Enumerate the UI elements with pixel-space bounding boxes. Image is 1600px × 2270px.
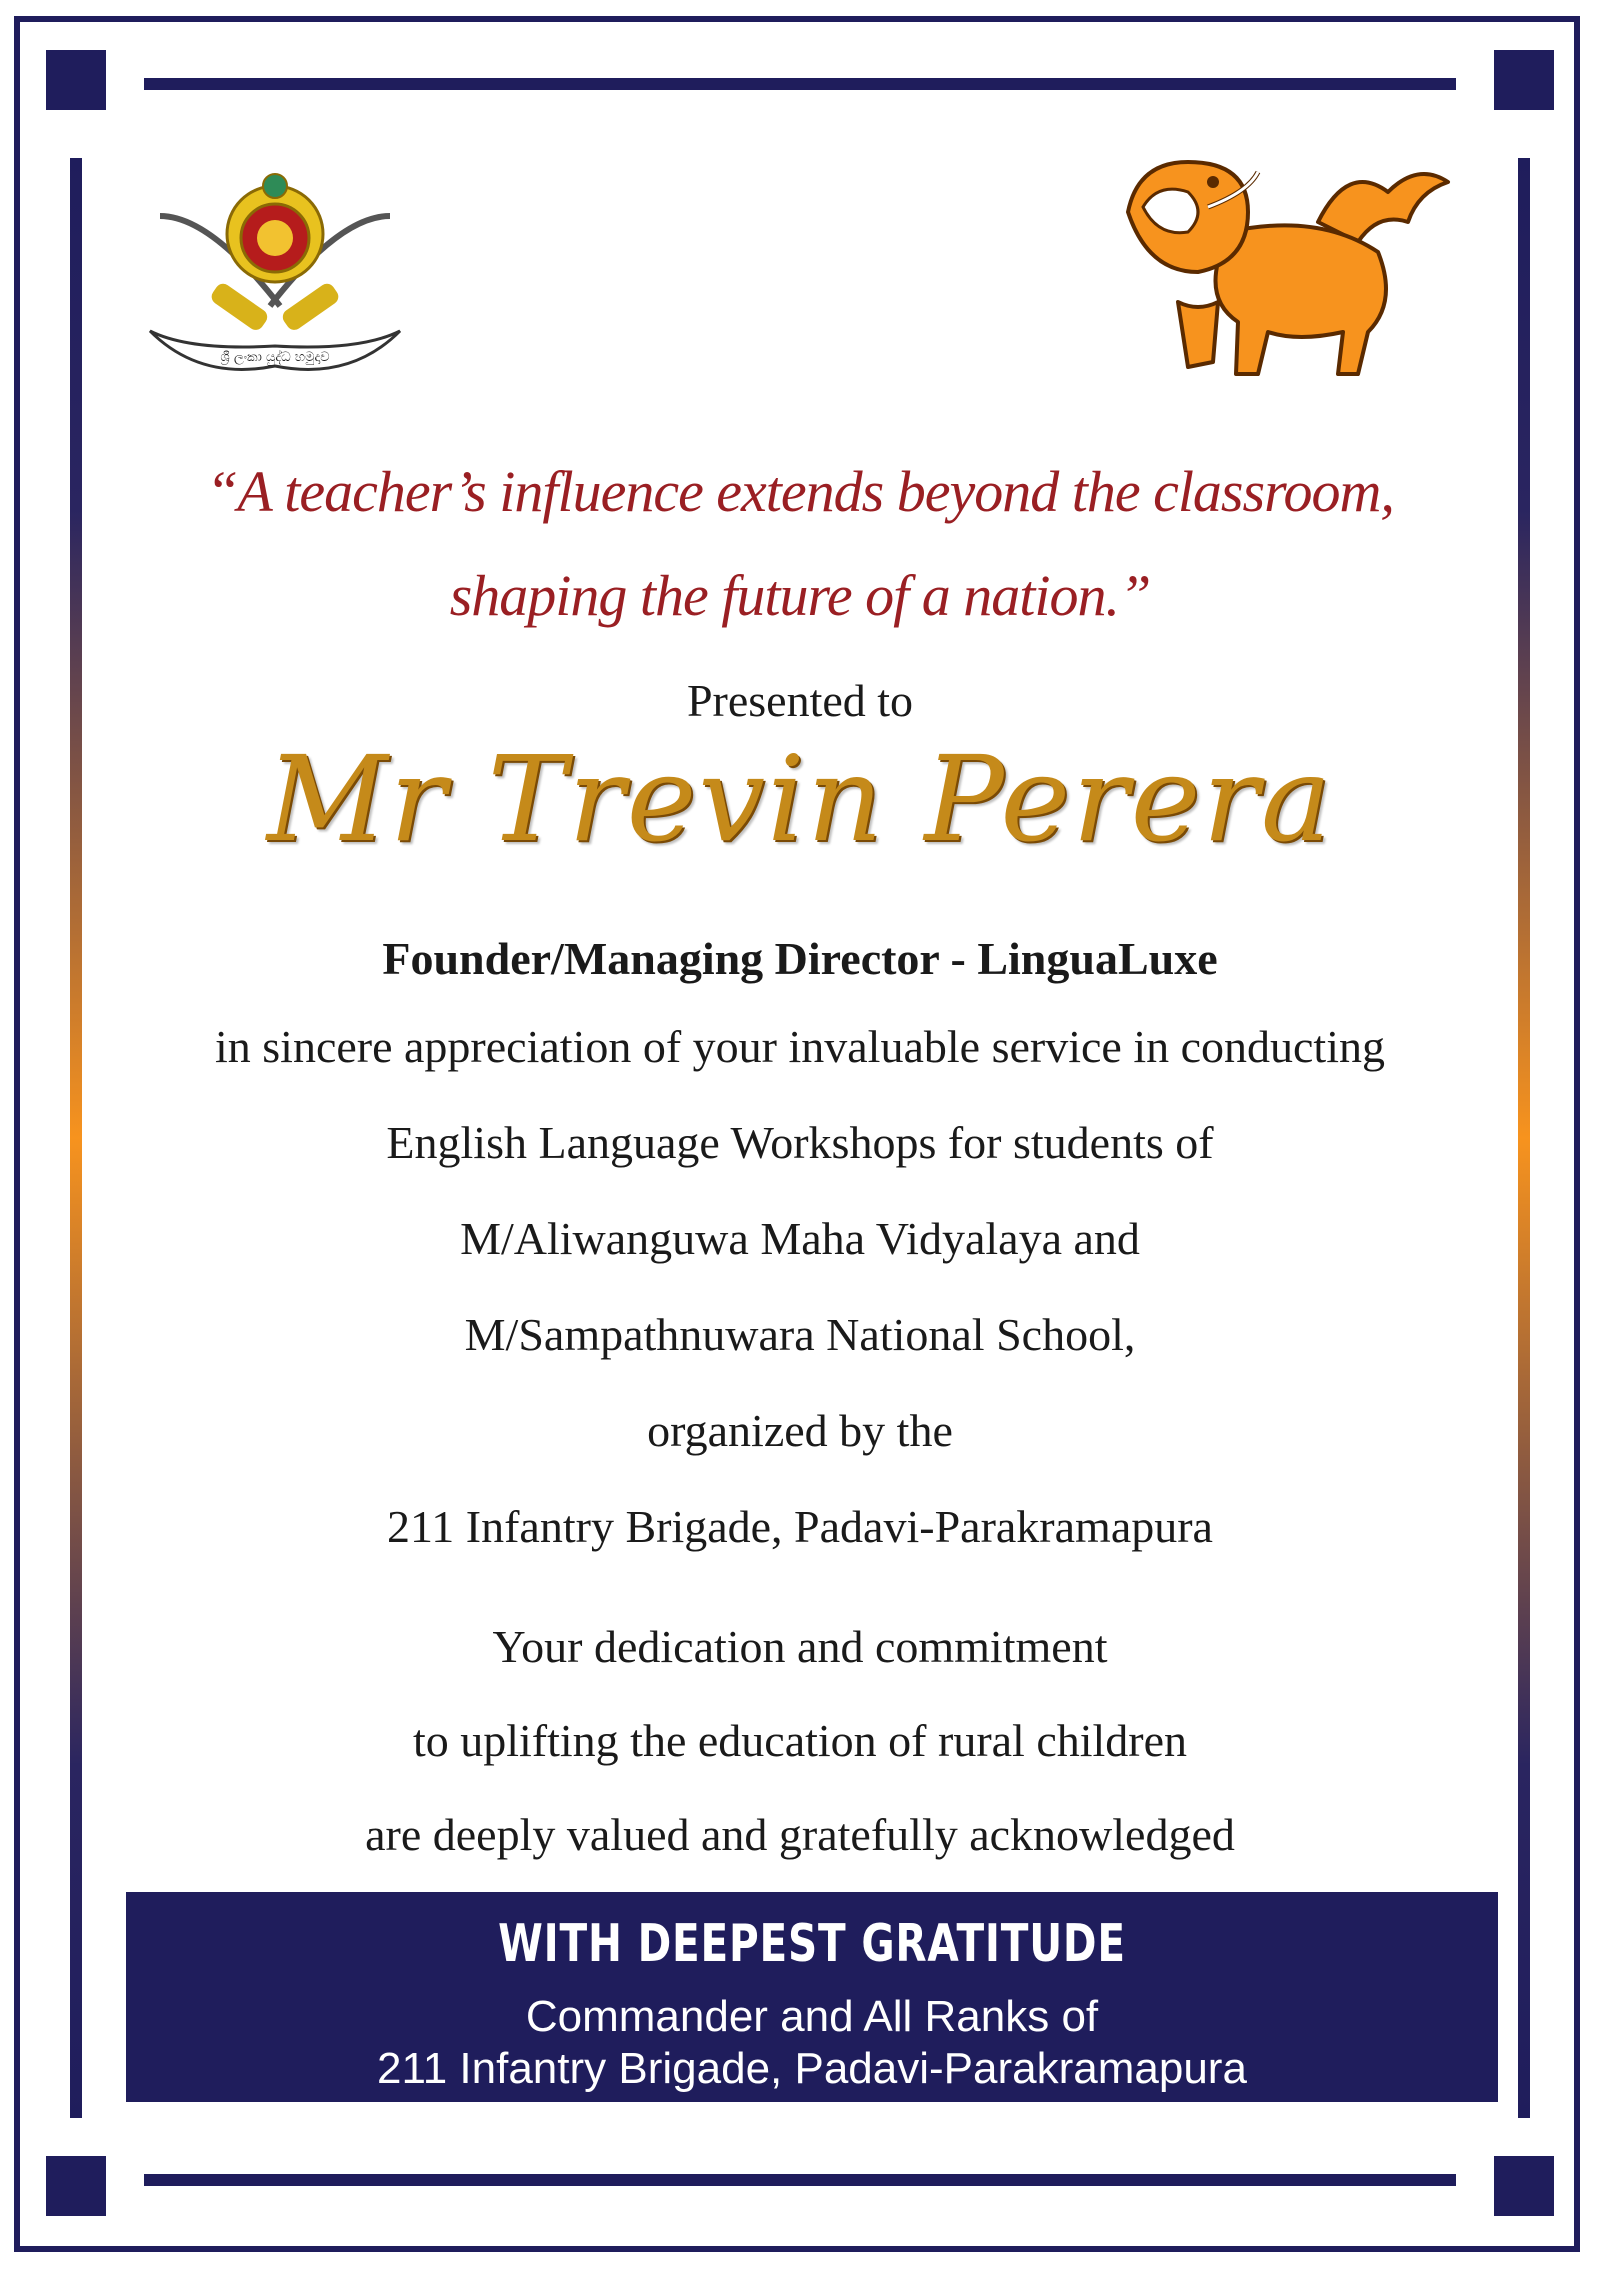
banner-heading: WITH DEEPEST GRATITUDE (498, 1914, 1126, 1974)
left-bar (70, 158, 82, 2118)
corner-top-left (46, 50, 106, 110)
corner-bottom-right (1494, 2156, 1554, 2216)
body-line-2: English Language Workshops for students of (386, 1117, 1214, 1168)
gratitude-banner (126, 1892, 1498, 2102)
recipient-name: Mr Trevin Perera (266, 730, 1334, 868)
body-line-5: organized by the (647, 1405, 953, 1456)
body-line-4: M/Sampathnuwara National School, (464, 1309, 1136, 1360)
corner-top-right (1494, 50, 1554, 110)
top-bar (144, 78, 1456, 90)
recipient-title: Founder/Managing Director - LinguaLuxe (382, 933, 1218, 984)
body-line-6: 211 Infantry Brigade, Padavi-Parakramapura (387, 1501, 1213, 1552)
presented-to: Presented to (686, 675, 914, 726)
closing-line-1: Your dedication and commitment (492, 1621, 1108, 1672)
quote-line-2: shaping the future of a nation.” (449, 563, 1151, 628)
banner-line-1: Commander and All Ranks of (525, 1992, 1099, 2041)
closing-line-3: are deeply valued and gratefully acknowledged (365, 1809, 1235, 1860)
orange-gajasinghe-lion-icon (1118, 152, 1458, 378)
corner-bottom-left (46, 2156, 106, 2216)
bottom-bar (144, 2174, 1456, 2186)
svg-text:ශ්‍රී ලංකා යුද්ධ හමුදාව: ශ්‍රී ලංකා යුද්ධ හමුදාව (220, 350, 330, 365)
body-line-3: M/Aliwanguwa Maha Vidyalaya and (460, 1213, 1140, 1264)
right-bar (1518, 158, 1530, 2118)
body-line-1: in sincere appreciation of your invaluable service in conducting (214, 1021, 1385, 1072)
banner-line-2: 211 Infantry Brigade, Padavi-Parakramapura (377, 2044, 1247, 2093)
sri-lanka-army-crest-icon (140, 156, 410, 386)
quote-line-1: “A teacher’s influence extends beyond the classroom, (206, 459, 1394, 524)
closing-line-2: to uplifting the education of rural children (412, 1715, 1188, 1766)
